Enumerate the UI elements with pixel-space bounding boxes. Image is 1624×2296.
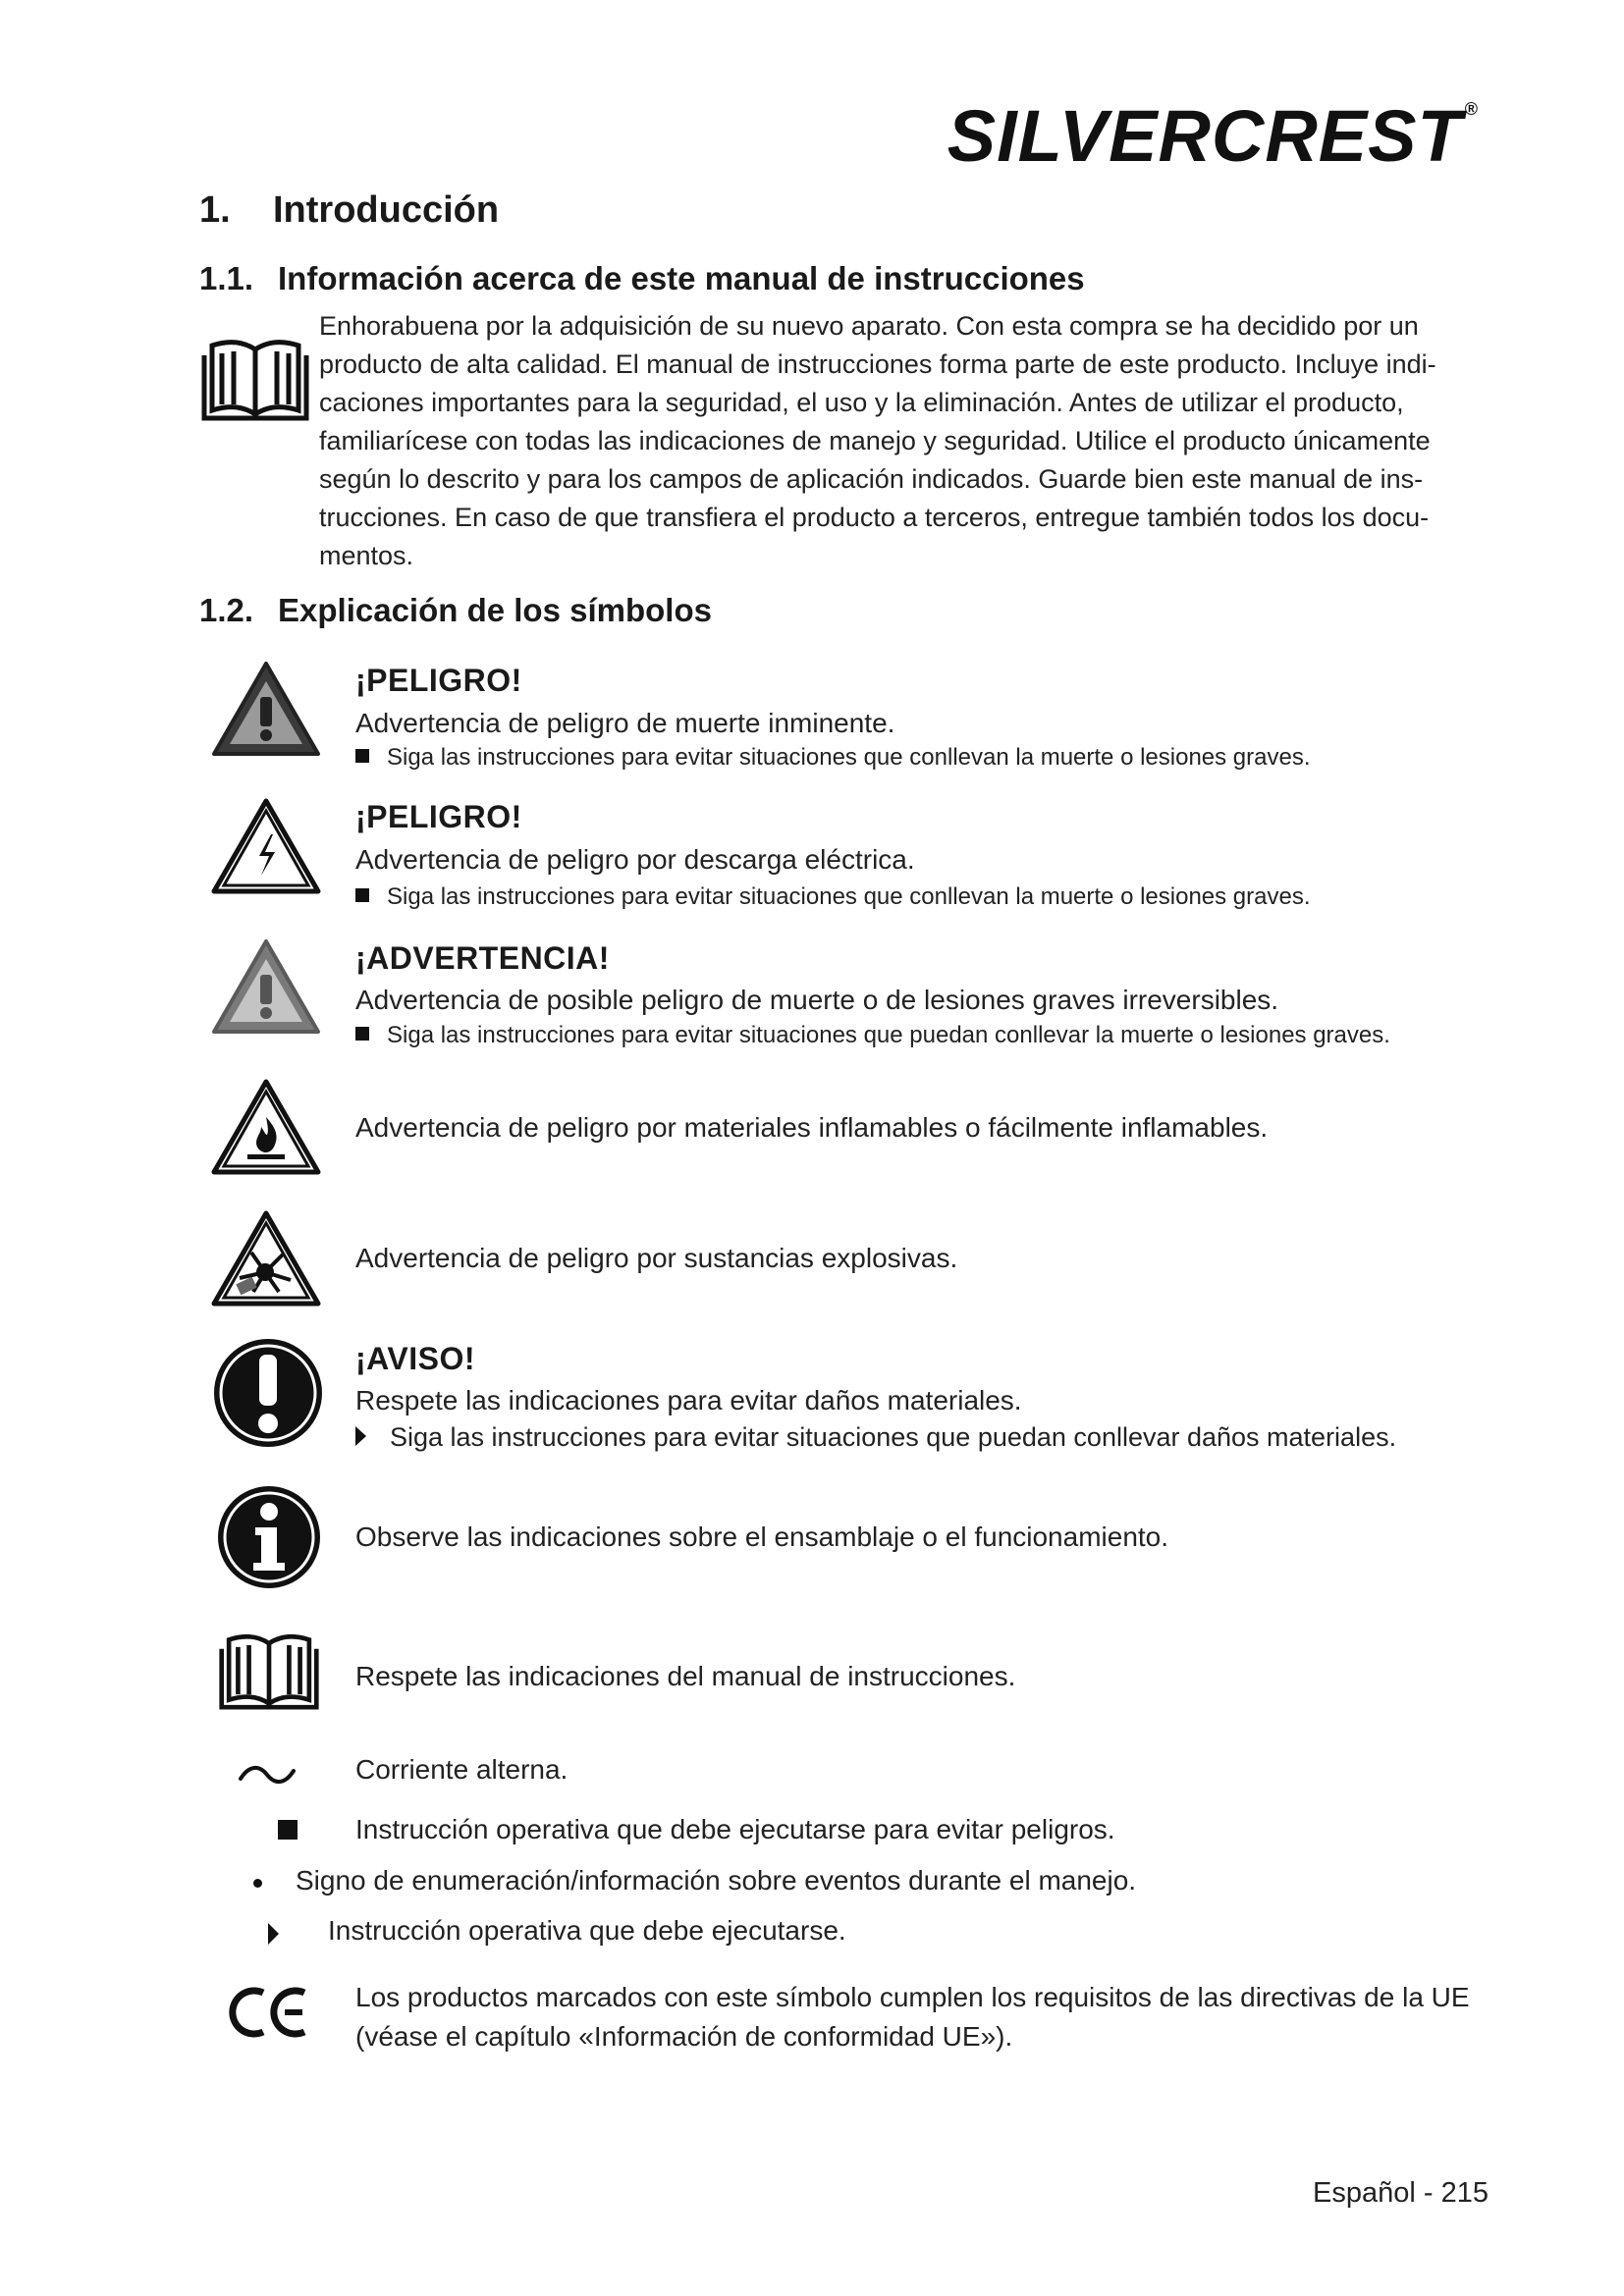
alternating-current-icon xyxy=(238,1763,297,1787)
danger-triangle-icon xyxy=(210,660,322,758)
symbol-title: ¡AVISO! xyxy=(355,1341,476,1376)
symbol-title: ¡PELIGRO! xyxy=(355,663,522,698)
section-1-1-heading: 1.1. Información acerca de este manual de instrucciones xyxy=(199,260,1085,296)
symbol-title: ¡PELIGRO! xyxy=(355,799,522,834)
intro-line: trucciones. En caso de que transfiera el producto a terceros, entregue también todos los docu- xyxy=(319,503,1430,532)
symbol-text: Advertencia de peligro de muerte inminente. xyxy=(355,708,895,738)
notice-icon xyxy=(212,1337,324,1449)
section-1-heading: 1. Introducción xyxy=(199,189,500,231)
symbol-bullet: Siga las instrucciones para evitar situaciones que puedan conllevar daños materiales. xyxy=(355,1422,1396,1453)
symbol-bullet: Siga las instrucciones para evitar situaciones que conllevan la muerte o lesiones graves. xyxy=(355,883,1311,911)
intro-paragraph xyxy=(319,307,1483,575)
brand-logo: SILVERCREST ® xyxy=(947,95,1479,177)
symbol-text: Advertencia de peligro por materiales inflamables o fácilmente inflamables. xyxy=(355,1112,1269,1143)
symbol-text: Observe las indicaciones sobre el ensamblaje o el funcionamiento. xyxy=(355,1522,1169,1552)
intro-line: mentos. xyxy=(319,541,414,570)
symbol-text: Advertencia de posible peligro de muerte o de lesiones graves irreversibles. xyxy=(355,985,1279,1015)
flammable-icon xyxy=(210,1078,322,1176)
symbol-text: Advertencia de peligro por descarga eléctrica. xyxy=(355,844,915,875)
symbol-bullet: Siga las instrucciones para evitar situaciones que puedan conllevar la muerte o lesiones graves. xyxy=(355,1022,1390,1049)
intro-line: familiarícese con todas las indicaciones de manejo y seguridad. Utilice el producto únicamente xyxy=(319,426,1431,455)
arrow-bullet-icon xyxy=(268,1923,279,1945)
square-bullet-icon xyxy=(355,888,369,902)
warning-triangle-icon xyxy=(210,937,322,1036)
symbol-bullet: Siga las instrucciones para evitar situaciones que conllevan la muerte o lesiones graves. xyxy=(355,744,1311,772)
symbol-text: Respete las indicaciones del manual de instrucciones. xyxy=(355,1661,1016,1691)
electric-shock-icon xyxy=(210,797,322,895)
manual-book-icon xyxy=(200,336,310,422)
page-number: Español - 215 xyxy=(1313,2177,1489,2209)
symbol-title: ¡ADVERTENCIA! xyxy=(355,940,610,976)
symbol-text: Advertencia de peligro por sustancias explosivas. xyxy=(355,1243,958,1273)
ce-description xyxy=(355,1978,1470,2056)
symbol-text-line: (véase el capítulo «Información de conformidad UE»). xyxy=(355,2021,1013,2052)
ce-mark-icon xyxy=(228,1985,310,2040)
symbol-text-line: Los productos marcados con este símbolo cumplen los requisitos de las directivas de la UE xyxy=(355,1982,1470,2012)
manual-book-icon xyxy=(218,1628,320,1714)
dot-bullet-icon xyxy=(253,1879,262,1888)
intro-line: Enhorabuena por la adquisición de su nuevo aparato. Con esta compra se ha decidido por un xyxy=(319,311,1419,341)
explosive-icon xyxy=(210,1209,322,1308)
info-icon xyxy=(216,1484,322,1590)
symbol-text: Instrucción operativa que debe ejecutarse para evitar peligros. xyxy=(355,1814,1115,1844)
section-1-2-heading: 1.2. Explicación de los símbolos xyxy=(199,592,712,628)
arrow-bullet-icon xyxy=(355,1426,366,1446)
intro-line: producto de alta calidad. El manual de instrucciones forma parte de este producto. Incluye indi- xyxy=(319,349,1436,379)
intro-line: según lo descrito y para los campos de aplicación indicados. Guarde bien este manual de ins- xyxy=(319,464,1424,494)
symbol-text: Signo de enumeración/información sobre eventos durante el manejo. xyxy=(296,1865,1137,1896)
square-bullet-icon xyxy=(278,1820,298,1840)
square-bullet-icon xyxy=(355,749,369,763)
symbol-text: Instrucción operativa que debe ejecutarse. xyxy=(328,1915,846,1946)
intro-line: caciones importantes para la seguridad, el uso y la eliminación. Antes de utilizar el producto, xyxy=(319,388,1404,417)
square-bullet-icon xyxy=(355,1027,369,1041)
symbol-text: Corriente alterna. xyxy=(355,1754,568,1785)
symbol-text: Respete las indicaciones para evitar daños materiales. xyxy=(355,1385,1022,1415)
